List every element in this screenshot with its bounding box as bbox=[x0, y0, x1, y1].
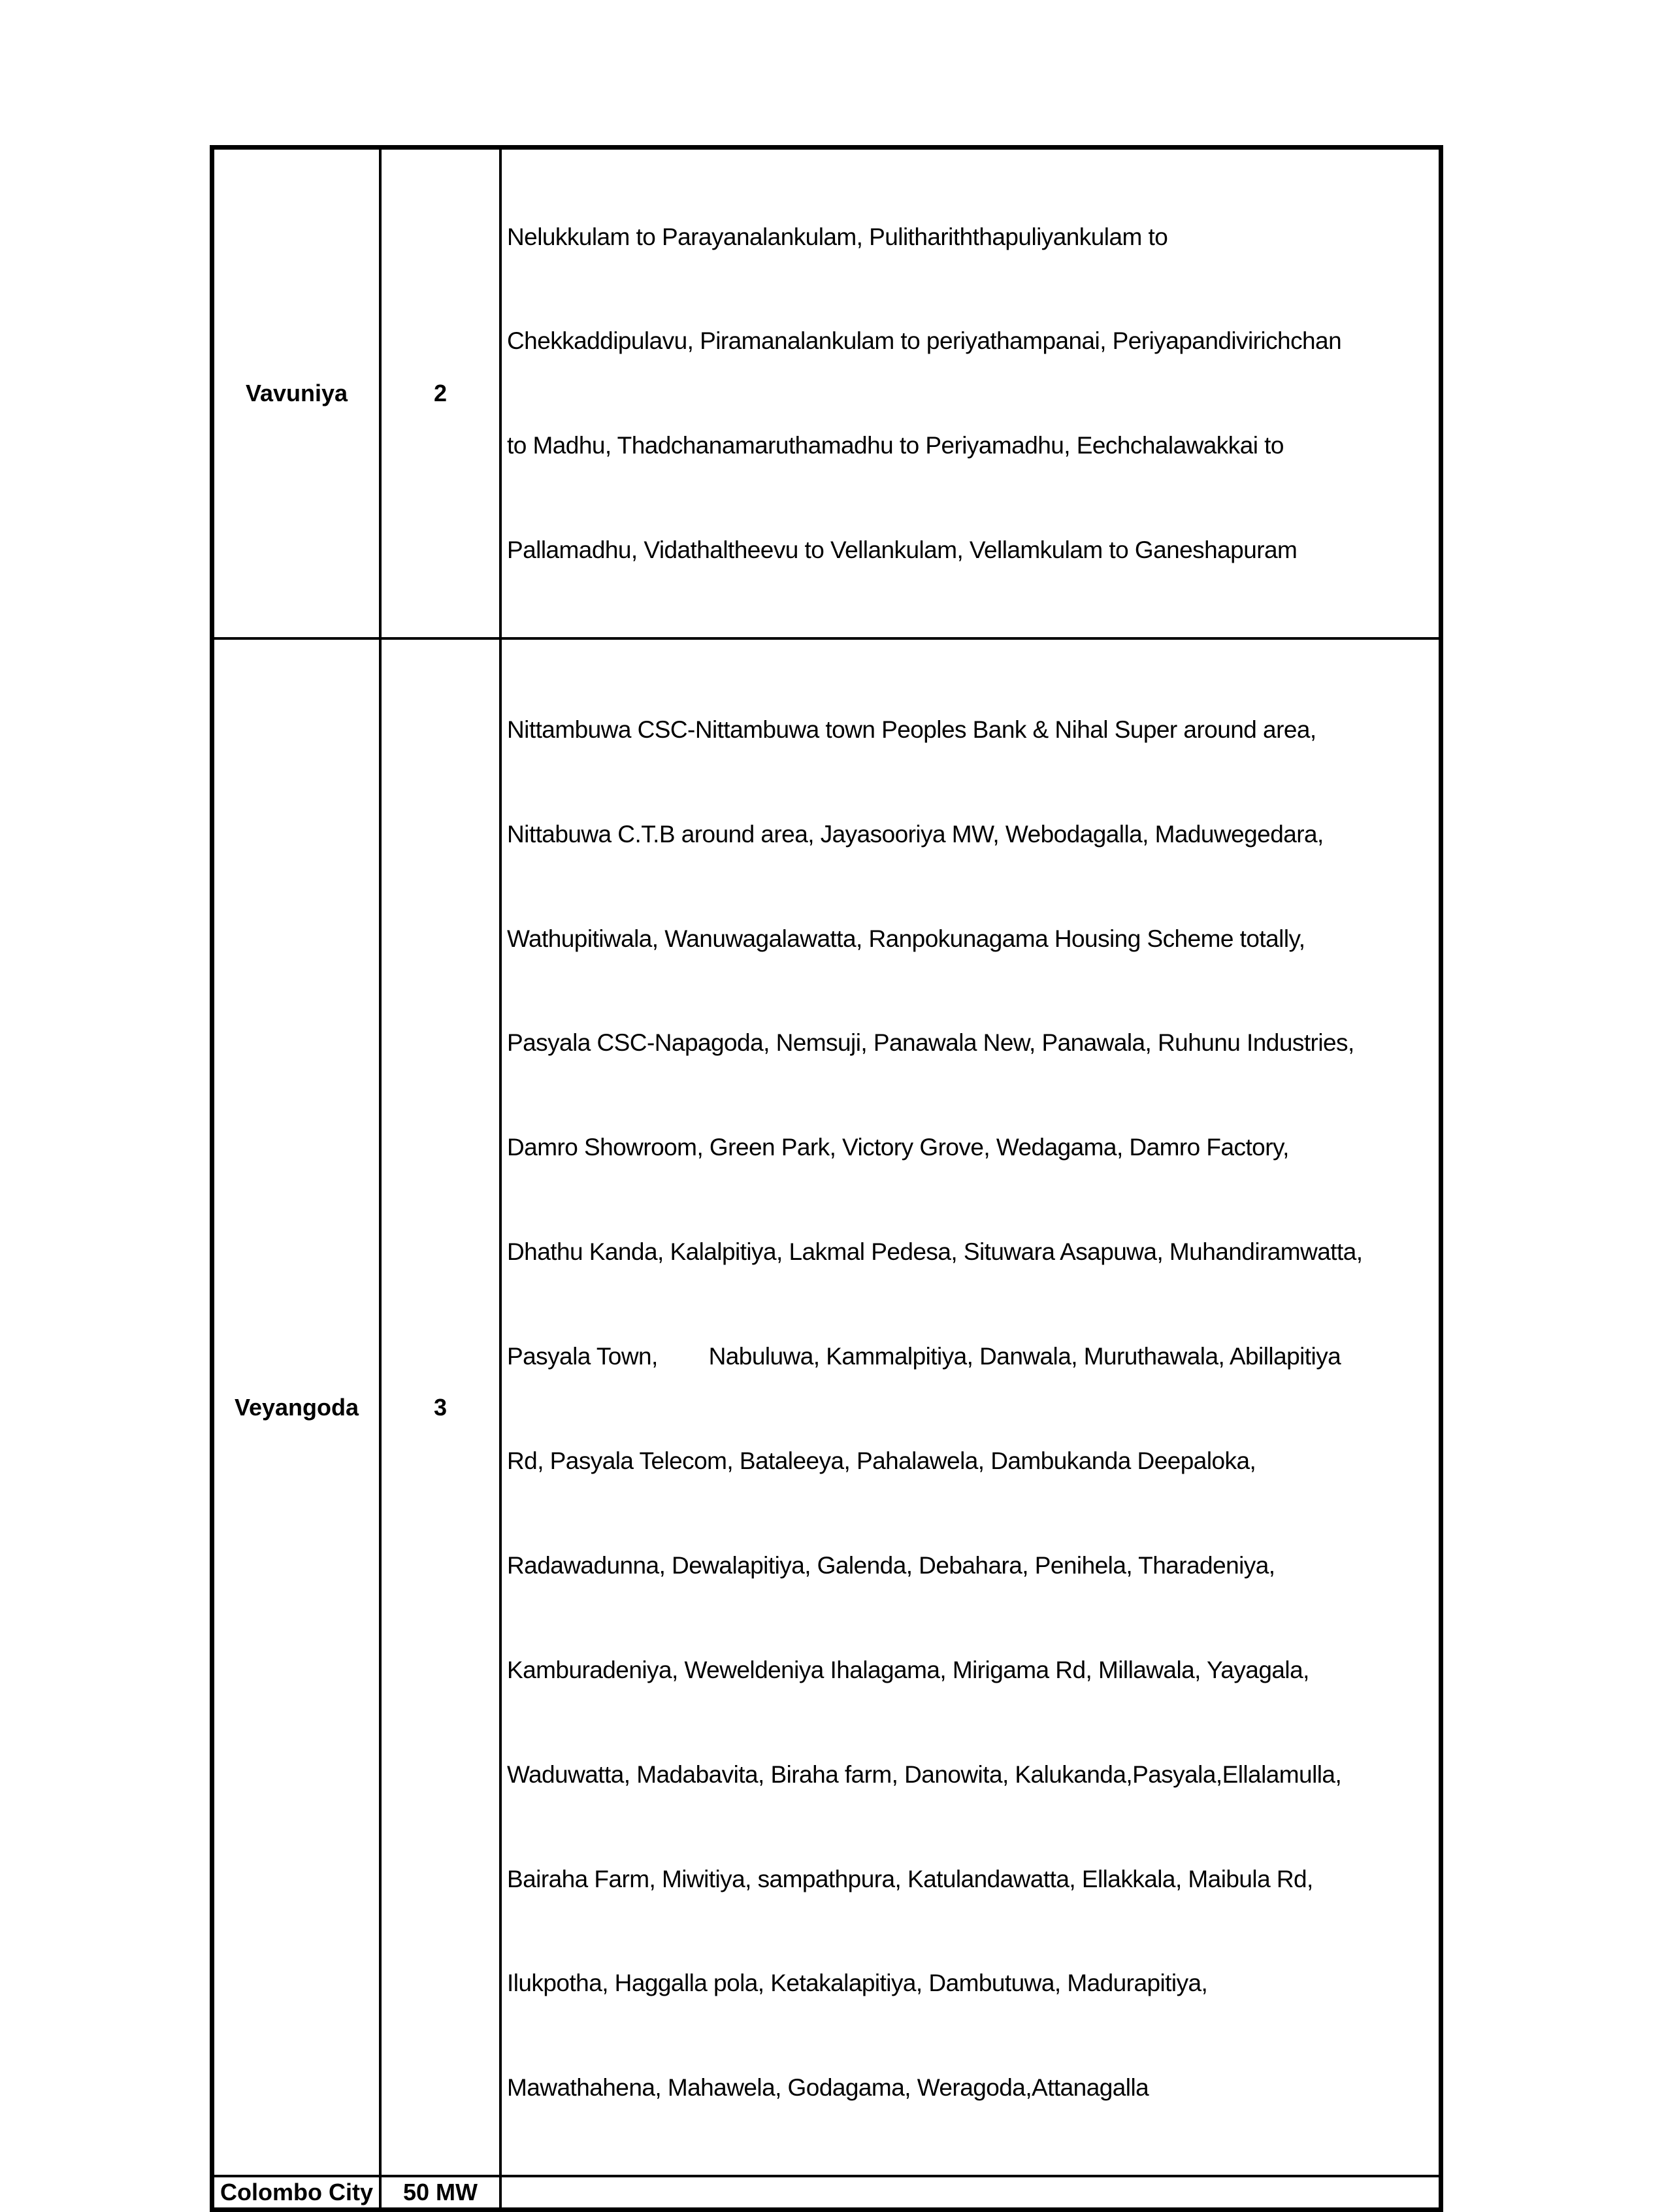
table-row-veyangoda bbox=[212, 638, 1441, 2176]
affected-areas-cell bbox=[500, 638, 1441, 2176]
desc-line: Ilukpotha, Haggalla pola, Ketakalapitiya, Dambutuwa, Madurapitiya, bbox=[507, 1970, 1208, 1997]
desc-line: Dhathu Kanda, Kalalpitiya, Lakmal Pedesa, Situwara Asapuwa, Muhandiramwatta, bbox=[507, 1238, 1363, 1266]
desc-line: Wathupitiwala, Wanuwagalawatta, Ranpokunagama Housing Scheme totally, bbox=[507, 925, 1305, 952]
desc-line: Nelukkulam to Parayanalankulam, Pulithariththapuliyankulam to bbox=[507, 223, 1168, 250]
power-interruption-table bbox=[210, 145, 1443, 2212]
table-row-colombo-city bbox=[212, 2176, 1441, 2210]
affected-areas-cell bbox=[500, 148, 1441, 639]
group-cell: 50 MW bbox=[380, 2176, 500, 2210]
affected-areas-cell bbox=[500, 2176, 1441, 2210]
desc-line: Kamburadeniya, Weweldeniya Ihalagama, Mirigama Rd, Millawala, Yayagala, bbox=[507, 1656, 1309, 1683]
area-cell: Veyangoda bbox=[212, 638, 381, 2176]
desc-line: Pasyala CSC-Napagoda, Nemsuji, Panawala New, Panawala, Ruhunu Industries, bbox=[507, 1029, 1354, 1057]
group-cell: 3 bbox=[380, 638, 500, 2176]
desc-line: Nittabuwa C.T.B around area, Jayasooriya MW, Webodagalla, Maduwegedara, bbox=[507, 820, 1324, 848]
area-cell: Vavuniya bbox=[212, 148, 381, 639]
affected-areas-text bbox=[507, 150, 1436, 637]
group-cell: 2 bbox=[380, 148, 500, 639]
desc-line: Nittambuwa CSC-Nittambuwa town Peoples Bank & Nihal Super around area, bbox=[507, 716, 1316, 743]
desc-line: to Madhu, Thadchanamaruthamadhu to Periyamadhu, Eechchalawakkai to bbox=[507, 432, 1284, 459]
affected-areas-text bbox=[507, 640, 1436, 2175]
desc-line: Mawathahena, Mahawela, Godagama, Weragoda,Attanagalla bbox=[507, 2074, 1149, 2102]
desc-line: Pasyala Town, Nabuluwa, Kammalpitiya, Danwala, Muruthawala, Abillapitiya bbox=[507, 1343, 1341, 1370]
table-row-vavuniya bbox=[212, 148, 1441, 639]
desc-line: Waduwatta, Madabavita, Biraha farm, Danowita, Kalukanda,Pasyala,Ellalamulla, bbox=[507, 1760, 1342, 1788]
desc-line: Chekkaddipulavu, Piramanalankulam to periyathampanai, Periyapandivirichchan bbox=[507, 327, 1342, 355]
area-cell: Colombo City bbox=[212, 2176, 381, 2210]
desc-line: Rd, Pasyala Telecom, Bataleeya, Pahalawela, Dambukanda Deepaloka, bbox=[507, 1447, 1256, 1474]
desc-line: Pallamadhu, Vidathaltheevu to Vellankulam, Vellamkulam to Ganeshapuram bbox=[507, 536, 1298, 564]
desc-line: Damro Showroom, Green Park, Victory Grove, Wedagama, Damro Factory, bbox=[507, 1134, 1289, 1161]
desc-line: Radawadunna, Dewalapitiya, Galenda, Debahara, Penihela, Tharadeniya, bbox=[507, 1551, 1275, 1579]
desc-line: Bairaha Farm, Miwitiya, sampathpura, Katulandawatta, Ellakkala, Maibula Rd, bbox=[507, 1865, 1313, 1892]
